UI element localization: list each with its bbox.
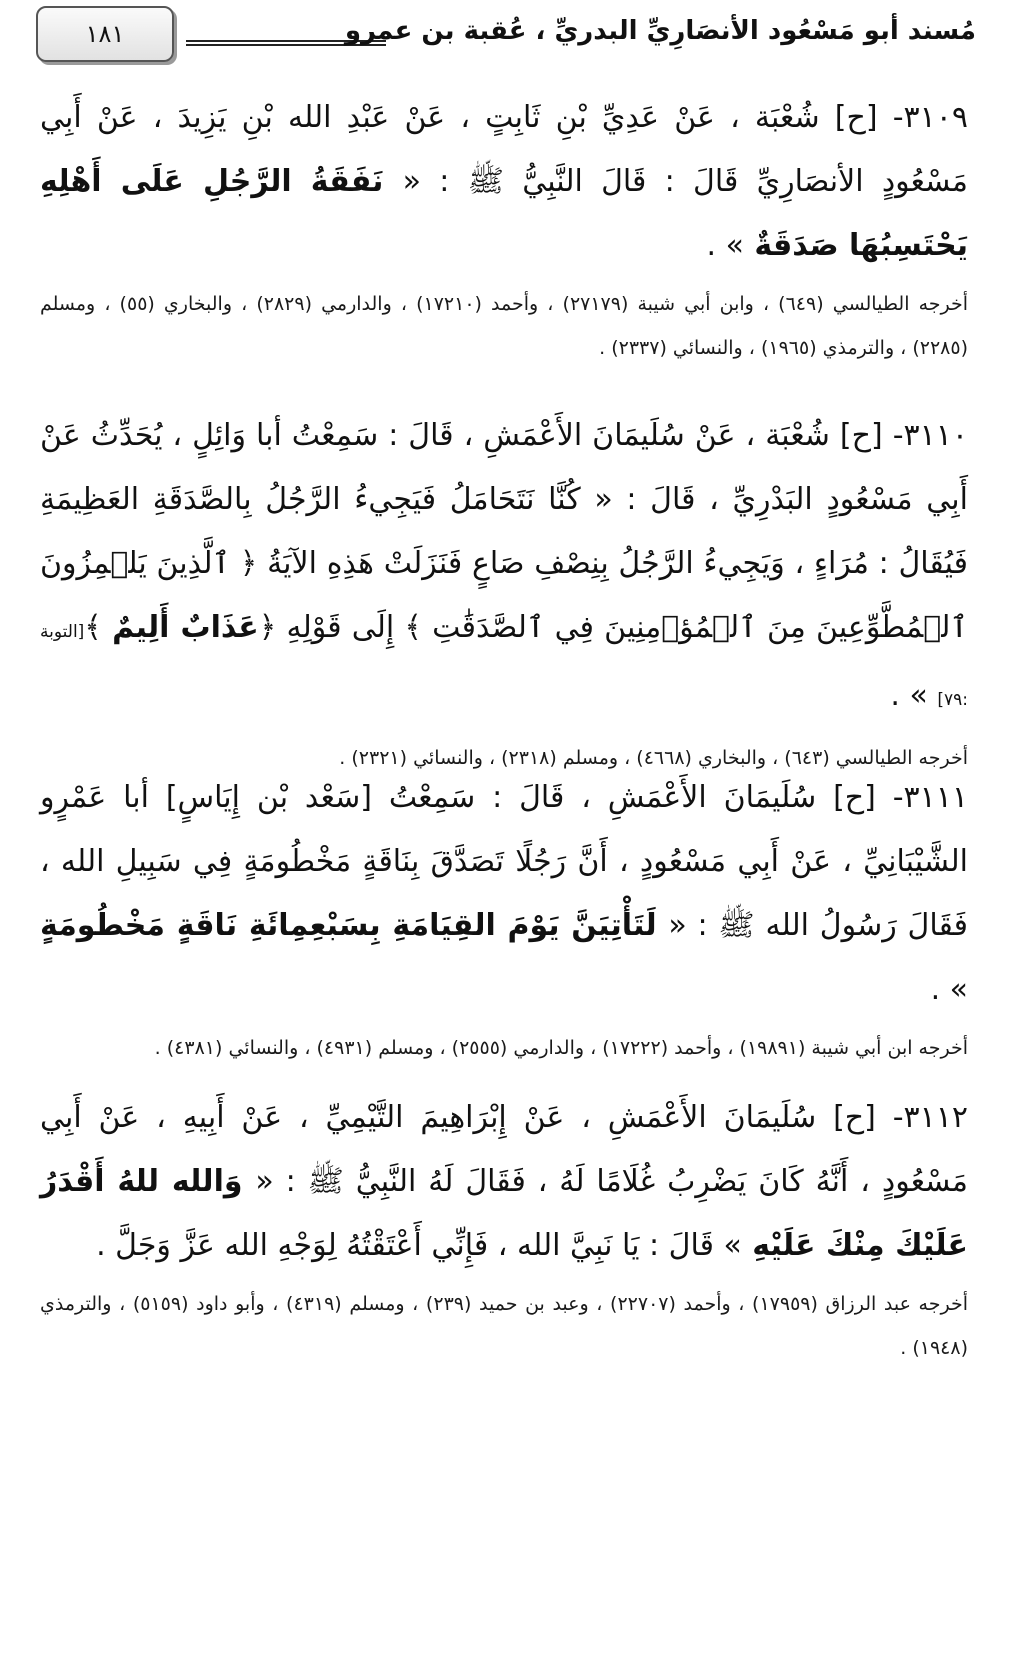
takhrij-note: أخرجه الطيالسي (٦٤٣) ، والبخاري (٤٦٦٨) ، ومسلم (٢٣١٨) ، والنسائي (٢٣٢١) . (339, 747, 968, 769)
page-number: ١٨١ (36, 6, 174, 62)
hadith-text (40, 86, 968, 278)
quran-ayah: ٱلَّذِينَ يَلۡمِزُونَ ٱلۡمُطَّوِّعِينَ مِنَ ٱلۡمُؤۡمِنِينَ فِي ٱلصَّدَقَٰتِ (40, 546, 968, 645)
hadith-close: » . (930, 972, 968, 1007)
hadith-close: » . (890, 678, 938, 713)
hadith-number: ٣١١٠- (892, 418, 968, 453)
hadith-matn: لَتَأْتِيَنَّ يَوْمَ القِيَامَةِ بِسَبْعِمِائَةِ نَاقَةٍ مَخْطُومَةٍ (40, 908, 669, 943)
hadith-entry-3109 (40, 86, 968, 370)
hadith-chain: [ح] شُعْبَة ، عَنْ سُلَيمَانَ الأَعْمَشِ ، قَالَ : سَمِعْتُ أبا وَائِلٍ ، يُحَدِّثُ عَنْ أَبِي مَسْعُودٍ البَدْرِيِّ ، قَالَ : « كُنَّا نَتَحَامَلُ فَيَجِيءُ الرَّجُلُ بِالصَّدَقَةِ العَظِيمَةِ فَيُقَالُ : مُرَاءٍ ، وَيَجِيءُ الرَّجُلُ بِنِصْفِ صَاعٍ فَنَزَلَتْ هَذِهِ الآيَةُ ﴿ (40, 418, 968, 581)
takhrij-note: أخرجه عبد الرزاق (١٧٩٥٩) ، وأحمد (٢٢٧٠٧) ، وعبد بن حميد (٢٣٩) ، ومسلم (٤٣١٩) ، وأبو داود (٥١٥٩) ، والترمذي (١٩٤٨) . (40, 1293, 968, 1359)
hadith-matn: وَالله للهُ أَقْدَرُ عَلَيْكَ مِنْكَ عَلَيْهِ (40, 1164, 968, 1263)
hadith-entry-3110 (40, 404, 968, 780)
hadith-close: » قَالَ : يَا نَبِيَّ الله ، فَإِنِّي أَعْتَقْتُهُ لِوَجْهِ الله عَزَّ وَجَلَّ . (96, 1228, 742, 1263)
hadith-text (40, 1086, 968, 1278)
hadith-chain: [ح] سُلَيمَانَ الأَعْمَشِ ، قَالَ : سَمِعْتُ [سَعْد بْن إِيَاسٍ] أبا عَمْرٍو الشَّيْبَانِيِّ ، عَنْ أَبِي مَسْعُودٍ ، أَنَّ رَجُلًا تَصَدَّقَ بِنَاقَةٍ مَخْطُومَةٍ فِي سَبِيلِ الله ، فَقَالَ رَسُولُ الله ﷺ : « (40, 780, 968, 943)
hadith-number: ٣١١١- (892, 780, 968, 815)
hadith-middle: ﴾ إِلَى قَوْلِهِ ﴿ (258, 610, 422, 645)
running-header (36, 6, 976, 64)
hadith-close: » . (706, 228, 744, 263)
hadith-chain: [ح] شُعْبَة ، عَنْ عَدِيِّ بْنِ ثَابِتٍ ، عَنْ عَبْدِ الله بْنِ يَزِيدَ ، عَنْ أَبِي مَسْعُودٍ الأنصَارِيِّ قَالَ : قَالَ النَّبِيُّ ﷺ : « (40, 100, 968, 199)
hadith-number: ٣١٠٩- (892, 100, 968, 135)
hadith-entry-3112 (40, 1086, 968, 1370)
hadith-text (40, 404, 968, 732)
hadith-entry-3111 (40, 766, 968, 1070)
hadith-matn: نَفَقَةُ الرَّجُلِ عَلَى أَهْلِهِ يَحْتَسِبُهَا صَدَقَةٌ (40, 164, 968, 263)
ayah-reference: [التوبة :٧٩] (40, 622, 968, 710)
header-title: مُسند أبو مَسْعُود الأنصَارِيِّ البدريِّ ، عُقبة بن عمرو (344, 16, 976, 46)
ayah-close: ﴾ (84, 610, 113, 645)
takhrij-note: أخرجه الطيالسي (٦٤٩) ، وابن أبي شيبة (٢٧١٧٩) ، وأحمد (١٧٢١٠) ، والدارمي (٢٨٢٩) ، والبخاري (٥٥) ، ومسلم (٢٢٨٥) ، والترمذي (١٩٦٥) ، والنسائي (٢٣٣٧) . (40, 293, 969, 359)
quran-ayah-end: عَذَابٌ أَلِيمٌ (112, 610, 259, 645)
hadith-chain: [ح] سُلَيمَانَ الأَعْمَشِ ، عَنْ إِبْرَاهِيمَ التَّيْمِيِّ ، عَنْ أَبِيهِ ، عَنْ أَبِي مَسْعُودٍ ، أَنَّهُ كَانَ يَضْرِبُ غُلَامًا لَهُ ، فَقَالَ لَهُ النَّبِيُّ ﷺ : « (40, 1100, 968, 1199)
takhrij-note: أخرجه ابن أبي شيبة (١٩٨٩١) ، وأحمد (١٧٢٢٢) ، والدارمي (٢٥٥٥) ، ومسلم (٤٩٣١) ، والنسائي (٤٣٨١) . (154, 1037, 968, 1059)
hadith-number: ٣١١٢- (892, 1100, 968, 1135)
hadith-text (40, 766, 968, 1022)
